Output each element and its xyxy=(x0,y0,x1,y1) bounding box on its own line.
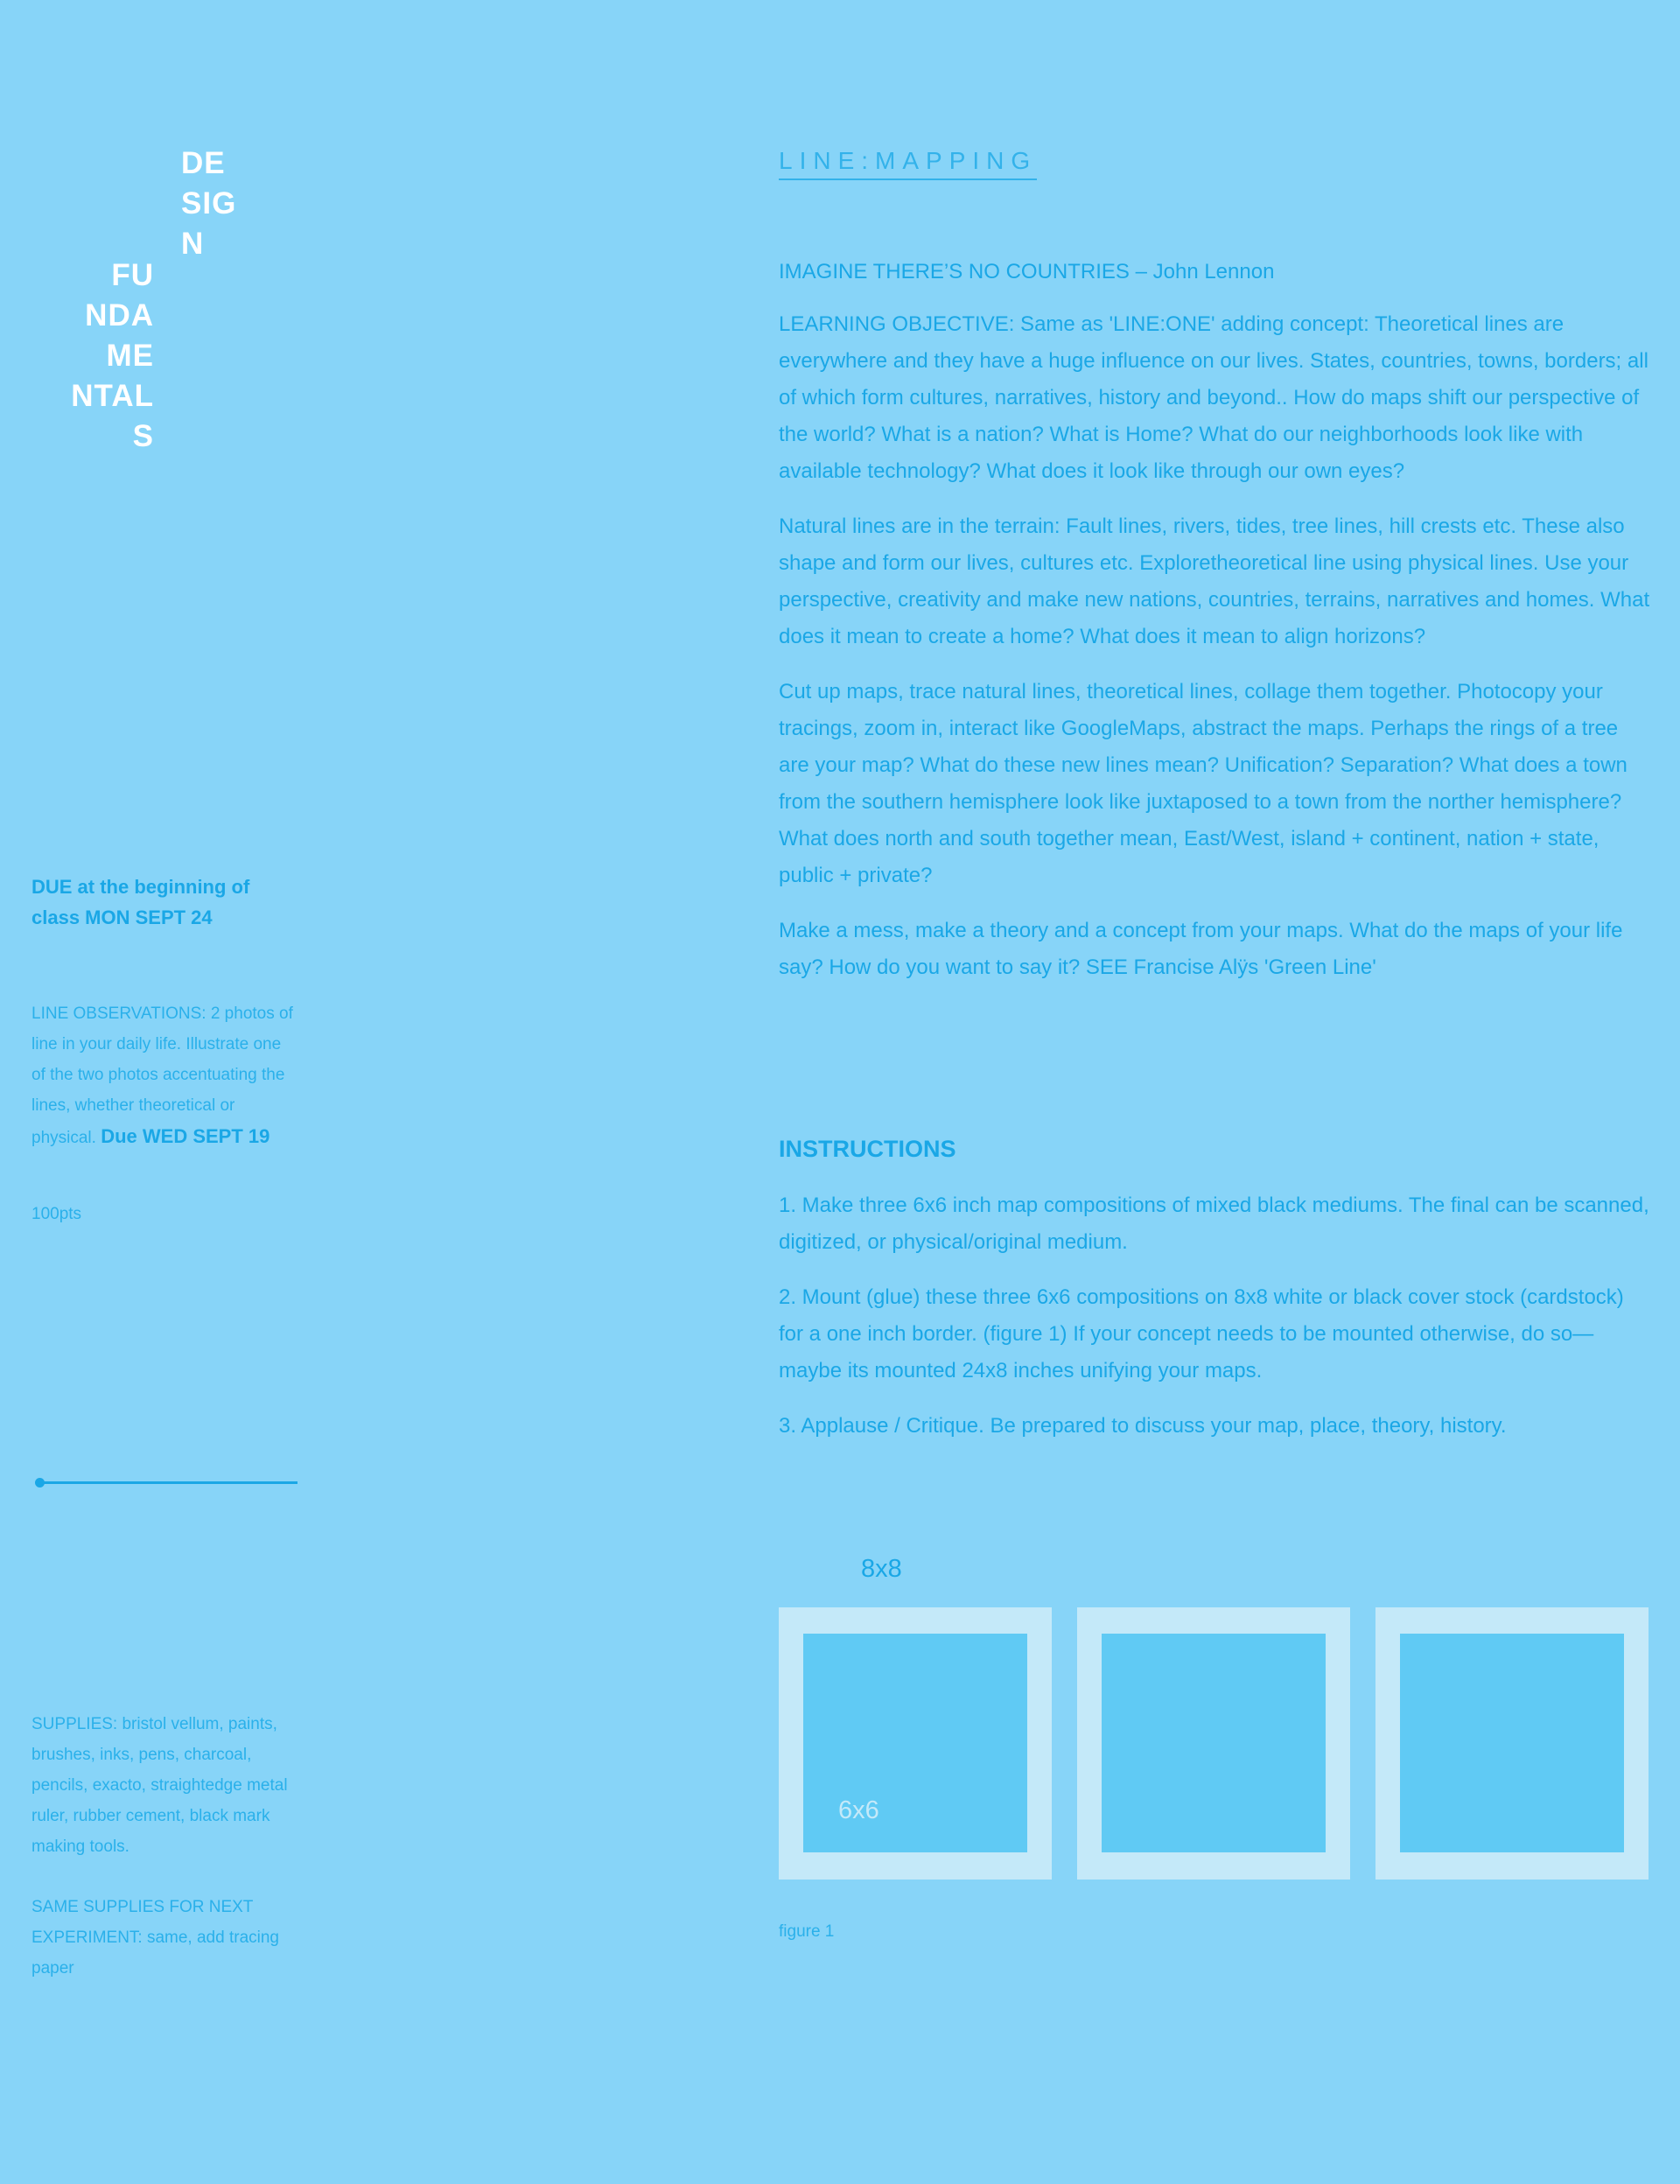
due-date-main: DUE at the beginning of class MON SEPT 24 xyxy=(32,876,250,928)
figure-inner-square xyxy=(803,1634,1027,1852)
figure-inner-label: 6x6 xyxy=(838,1796,879,1824)
paragraph: LEARNING OBJECTIVE: Same as 'LINE:ONE' adding concept: Theoretical lines are everywhere and they have a huge influence on our lives. States, countries, towns, borders; all of which form cultures, narratives, history and beyond.. How do maps shift our perspective of the world? What is a nation? What is Home? What do our neighborhoods look like with available technology? What does it look like through our own eyes? xyxy=(779,312,1648,483)
divider-line xyxy=(37,1481,298,1484)
figure-frame xyxy=(1376,1607,1648,1880)
quote: IMAGINE THERE’S NO COUNTRIES – John Lennon xyxy=(779,260,1275,284)
paragraph: Cut up maps, trace natural lines, theoretical lines, collage them together. Photocopy your tracings, zoom in, interact like GoogleMaps, abstract the maps. Perhaps the rings of a tree are your map? What do these new lines mean? Unification? Separation? What does a town from the southern hemisphere look like juxtaposed to a town from the norther hemisphere? What does north and south together mean, East/West, island + continent, nation + state, public + private? xyxy=(779,680,1628,887)
figure-inner-square xyxy=(1400,1634,1624,1852)
logo-line: N xyxy=(181,227,205,261)
logo-line: ME xyxy=(106,339,154,373)
points: 100pts xyxy=(32,1205,82,1223)
instructions-title: INSTRUCTIONS xyxy=(779,1136,956,1162)
instruction-item: 3. Applause / Critique. Be prepared to discuss your map, place, theory, history. xyxy=(779,1414,1507,1438)
logo-design xyxy=(181,144,236,264)
instruction-item: 1. Make three 6x6 inch map compositions of mixed black mediums. The final can be scanned, digitized, or physical/original medium. xyxy=(779,1194,1649,1254)
logo-line: FU xyxy=(111,258,154,292)
line-observations xyxy=(32,998,294,1153)
paragraph: Make a mess, make a theory and a concept from your maps. What do the maps of your life say? How do you want to say it? SEE Francise Alÿs 'Green Line' xyxy=(779,919,1623,979)
figure-frame xyxy=(779,1607,1052,1880)
page-title: LINE:MAPPING xyxy=(779,147,1037,180)
instructions-list xyxy=(779,1187,1654,1463)
logo-line: SIG xyxy=(181,186,237,220)
observations-text: LINE OBSERVATIONS: 2 photos of line in your daily life. Illustrate one of the two photos accentuating the lines, whether theoretical or physical. xyxy=(32,1004,293,1147)
figure-caption: figure 1 xyxy=(779,1922,835,1941)
figure-inner-square xyxy=(1102,1634,1326,1852)
logo-fundamentals xyxy=(52,256,154,457)
main-content xyxy=(779,254,1654,1004)
observations-due: Due WED SEPT 19 xyxy=(101,1125,270,1147)
supplies-next: SAME SUPPLIES FOR NEXT EXPERIMENT: same, add tracing paper xyxy=(32,1898,279,1978)
supplies: SUPPLIES: bristol vellum, paints, brushes, inks, pens, charcoal, pencils, exacto, straightedge metal ruler, rubber cement, black mark making tools. xyxy=(32,1715,288,1856)
instruction-item: 2. Mount (glue) these three 6x6 compositions on 8x8 white or black cover stock (cardstock) for a one inch border. (figure 1) If your concept needs to be mounted otherwise, do so—maybe its mounted 24x8 inches unifying your maps. xyxy=(779,1285,1624,1382)
figure-outer-label: 8x8 xyxy=(861,1555,902,1583)
logo-line: NTAL xyxy=(71,379,154,413)
logo-line: DE xyxy=(181,146,226,180)
logo-line: S xyxy=(132,419,154,453)
paragraph: Natural lines are in the terrain: Fault lines, rivers, tides, tree lines, hill crests etc. These also shape and form our lives, cultures etc. Exploretheoretical line using physical lines. Use your perspective, creativity and make new nations, countries, terrains, narratives and homes. What does it mean to create a home? What does it mean to align horizons? xyxy=(779,514,1650,648)
figure-frame xyxy=(1077,1607,1350,1880)
logo-line: NDA xyxy=(85,298,154,332)
